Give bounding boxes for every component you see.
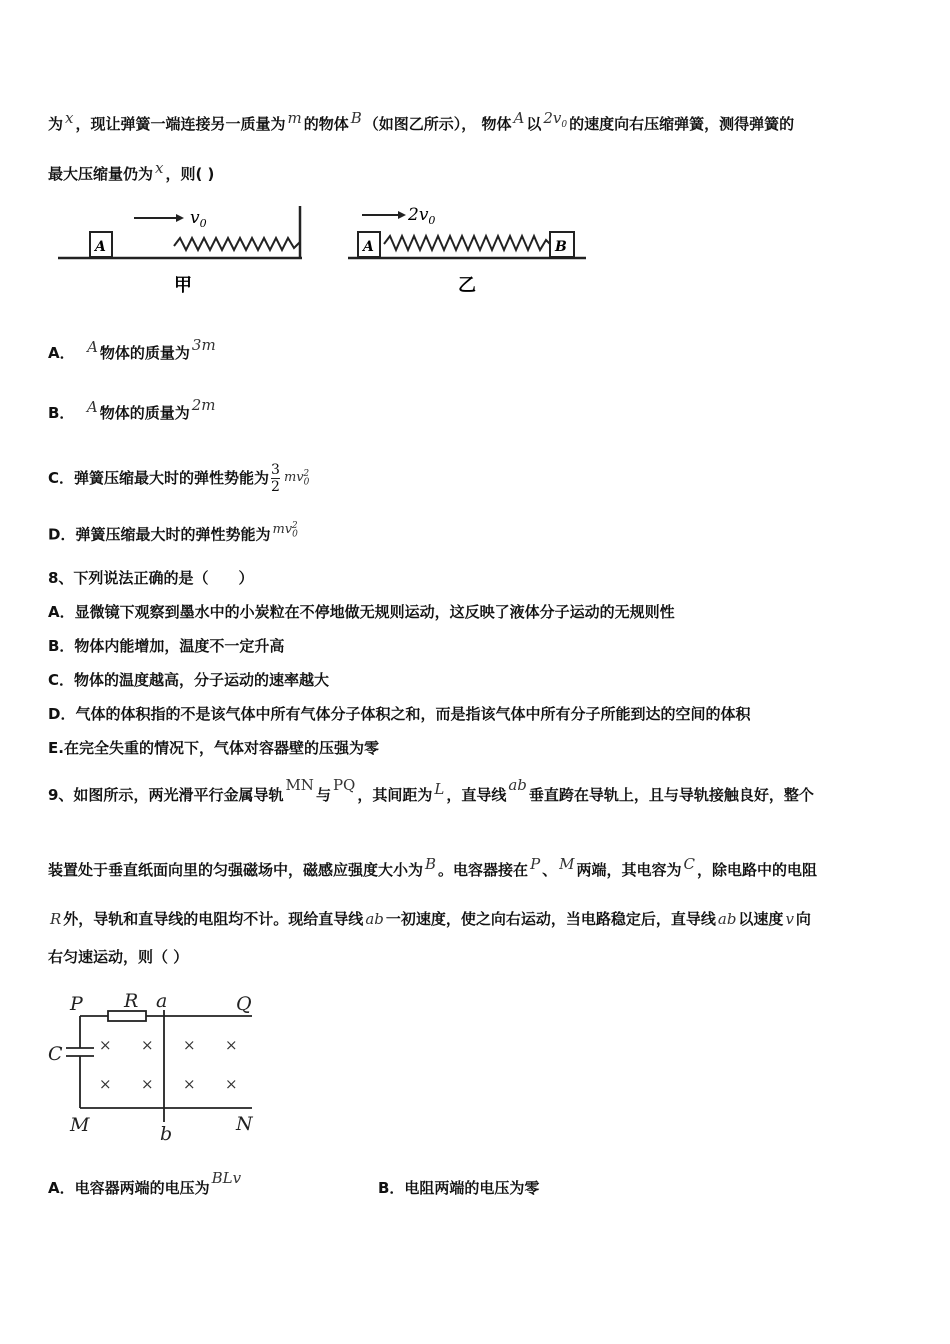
svg-text:A: A [363,239,374,255]
svg-text:×: × [225,1036,238,1054]
figure-jia [58,206,302,296]
resistor-R [108,1011,146,1021]
svg-text:×: × [225,1075,238,1093]
svg-text:×: × [183,1036,196,1054]
svg-text:×: × [141,1075,154,1093]
svg-text:×: × [99,1036,112,1054]
spring-yi [384,236,550,250]
svg-text:×: × [99,1075,112,1093]
fraction-3-2: $\frac{3}{2}$ [271,462,280,495]
label-C: C [48,1043,63,1065]
q9-stem-line2: 装置处于垂直纸面向里的匀强磁场中，磁感应强度大小为 B 。电容器接在 P 、 M 两端，其电容为 C ，除电路中的电阻 [48,855,818,879]
var-A: A [513,109,525,127]
q9-option-b: B．电阻两端的电压为零 [378,1179,540,1197]
q7-stem-line1: 为 x ，现让弹簧一端连接另一质量为 m 的物体 B （如图乙所示）， 物体 A 以 $2v_0$ 的速度向右压缩弹簧，测得弹簧的 [48,109,795,133]
q9-circuit-figure [44,990,274,1145]
q8-stem: 8、下列说法正确的是（ ） [48,569,254,587]
q8-option-b: B．物体内能增加，温度不一定升高 [48,637,285,655]
var-B: B [350,109,362,127]
label-b: b [160,1123,173,1145]
var-m: m [287,109,302,127]
block-A-label: A [95,239,106,255]
q9-stem-line3: R 外，导轨和直导线的电阻均不计。现给直导线 ab 一初速度，使之向右运动，当电路稳定后，直导线 ab 以速度 v 向 [50,910,811,928]
label-M: M [70,1114,90,1136]
q7-spring-figure [50,198,595,298]
label-yi: 乙 [458,275,476,296]
spring-jia [174,238,300,250]
q7-option-c: C．弹簧压缩最大时的弹性势能为 $\frac{3}{2}$ $mv_0^2$ [48,462,310,495]
svg-text:×: × [141,1036,154,1054]
label-R: R [124,990,139,1012]
q7-option-b: B． A 物体的质量为 2m [48,396,216,422]
label-Q: Q [236,993,252,1015]
q8-option-c: C．物体的温度越高，分子运动的速率越大 [48,671,330,689]
2v0-label: $2v_0$ [408,205,436,227]
block-B-label: B [555,239,567,255]
v0-label: $v_0$ [190,208,207,230]
figure-yi [348,205,586,296]
q7-option-d: D．弹簧压缩最大时的弹性势能为 $mv_0^2$ [48,521,298,544]
label-a: a [156,990,168,1012]
q9-option-a: A．电容器两端的电压为BLv [48,1169,242,1197]
label-jia: 甲 [174,275,192,296]
svg-text:×: × [183,1075,196,1093]
q7-option-a: A． A 物体的质量为 3m [48,336,216,362]
var-2v0: $2v_0$ [543,109,568,130]
var-x: x [155,159,164,177]
q9-stem-line1: 9、如图所示，两光滑平行金属导轨MN与PQ，其间距为 L ，直导线ab垂直跨在导轨上，且与导轨接触良好，整个 [48,776,814,804]
label-N: N [236,1113,253,1135]
q7-stem-line2: 最大压缩量仍为 x ，则( ) [48,159,215,183]
q8-option-a: A．显微镜下观察到墨水中的小炭粒在不停地做无规则运动，这反映了液体分子运动的无规则性 [48,603,675,621]
q8-option-d: D．气体的体积指的不是该气体中所有气体分子体积之和，而是指该气体中所有分子所能到达的空间的体积 [48,705,751,723]
q9-stem-line4: 右匀速运动，则（ ） [48,948,189,966]
q8-option-e: E.在完全失重的情况下，气体对容器壁的压强为零 [48,739,379,757]
label-P: P [70,993,83,1015]
var-x: x [65,109,74,127]
magnetic-field-crosses [99,1036,238,1093]
